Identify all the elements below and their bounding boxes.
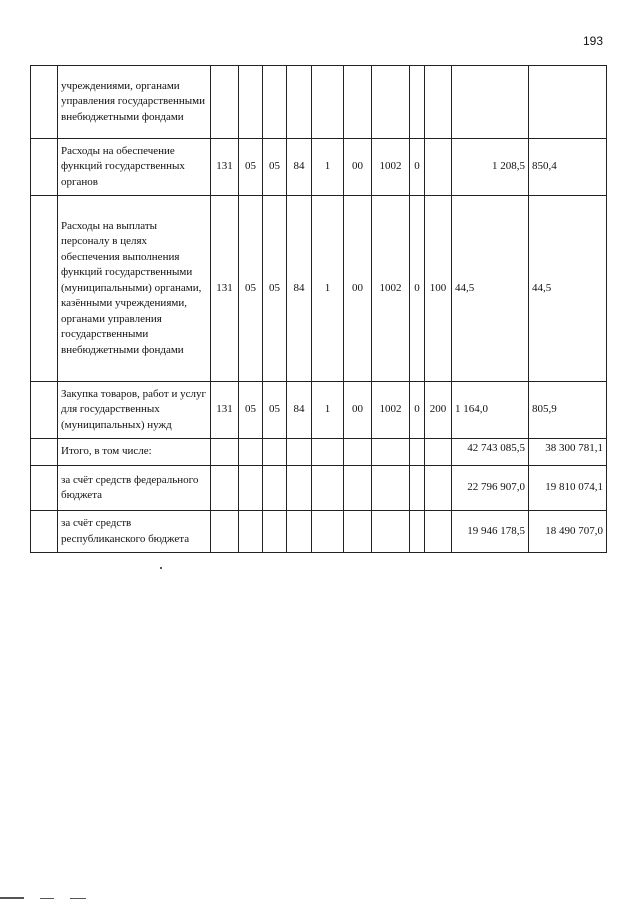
expense-name: Расходы на выплаты персоналу в целях обеспечения выполнения функций государственными (муниципальными) органами, казёнными учреждениями, органами управления государственными внебюджетными фондами bbox=[58, 196, 211, 382]
code-section: 05 bbox=[239, 139, 263, 196]
table-row bbox=[31, 196, 607, 382]
row-index-cell bbox=[31, 382, 58, 439]
table-row bbox=[31, 382, 607, 439]
row-index-cell bbox=[31, 66, 58, 139]
code-direction: 1002 bbox=[372, 196, 410, 382]
code-direction bbox=[372, 66, 410, 139]
code-program bbox=[287, 66, 312, 139]
code-section bbox=[239, 66, 263, 139]
code-ministry: 131 bbox=[211, 139, 239, 196]
table-row bbox=[31, 466, 607, 511]
code-program bbox=[287, 439, 312, 466]
code-subsection bbox=[263, 466, 287, 511]
code-subprogram: 1 bbox=[312, 196, 344, 382]
code-subsection bbox=[263, 66, 287, 139]
funding-source-label: за счёт средств федерального бюджета bbox=[58, 466, 211, 511]
code-expense-type bbox=[425, 439, 452, 466]
code-section: 05 bbox=[239, 196, 263, 382]
code-direction bbox=[372, 511, 410, 553]
code-ministry: 131 bbox=[211, 382, 239, 439]
expense-name: Расходы на обеспечение функций государственных органов bbox=[58, 139, 211, 196]
code-subsection bbox=[263, 439, 287, 466]
row-index-cell bbox=[31, 511, 58, 553]
code-extra bbox=[410, 466, 425, 511]
row-index-cell bbox=[31, 466, 58, 511]
amount-2: 44,5 bbox=[529, 196, 607, 382]
code-extra: 0 bbox=[410, 382, 425, 439]
code-direction: 1002 bbox=[372, 139, 410, 196]
code-main-event: 00 bbox=[344, 382, 372, 439]
code-main-event bbox=[344, 511, 372, 553]
expense-name: Закупка товаров, работ и услуг для государственных (муниципальных) нужд bbox=[58, 382, 211, 439]
code-subsection: 05 bbox=[263, 139, 287, 196]
scan-edge-mark bbox=[40, 898, 54, 899]
table-row bbox=[31, 66, 607, 139]
amount-2 bbox=[529, 66, 607, 139]
amount-1 bbox=[452, 66, 529, 139]
expense-name: учреждениями, органами управления государственными внебюджетными фондами bbox=[58, 66, 211, 139]
amount-2: 805,9 bbox=[529, 382, 607, 439]
code-subprogram: 1 bbox=[312, 382, 344, 439]
federal-amount-1: 22 796 907,0 bbox=[452, 466, 529, 511]
table-row bbox=[31, 511, 607, 553]
code-subsection: 05 bbox=[263, 196, 287, 382]
code-section: 05 bbox=[239, 382, 263, 439]
row-index-cell bbox=[31, 139, 58, 196]
code-subprogram: 1 bbox=[312, 139, 344, 196]
federal-amount-2: 19 810 074,1 bbox=[529, 466, 607, 511]
code-extra bbox=[410, 439, 425, 466]
amount-2: 850,4 bbox=[529, 139, 607, 196]
amount-1: 1 164,0 bbox=[452, 382, 529, 439]
republic-amount-2: 18 490 707,0 bbox=[529, 511, 607, 553]
code-main-event bbox=[344, 439, 372, 466]
code-subprogram bbox=[312, 66, 344, 139]
scan-dot bbox=[160, 567, 162, 569]
code-ministry bbox=[211, 439, 239, 466]
scan-edge-mark bbox=[70, 898, 86, 899]
total-amount-1: 42 743 085,5 bbox=[452, 439, 529, 466]
code-subsection bbox=[263, 511, 287, 553]
table-row bbox=[31, 439, 607, 466]
code-program bbox=[287, 466, 312, 511]
code-direction: 1002 bbox=[372, 382, 410, 439]
code-expense-type bbox=[425, 66, 452, 139]
page-number: 193 bbox=[583, 34, 604, 48]
code-direction bbox=[372, 466, 410, 511]
total-amount-2: 38 300 781,1 bbox=[529, 439, 607, 466]
code-main-event: 00 bbox=[344, 139, 372, 196]
code-program: 84 bbox=[287, 382, 312, 439]
code-extra bbox=[410, 66, 425, 139]
code-main-event: 00 bbox=[344, 196, 372, 382]
code-ministry bbox=[211, 66, 239, 139]
code-program bbox=[287, 511, 312, 553]
amount-1: 1 208,5 bbox=[452, 139, 529, 196]
code-direction bbox=[372, 439, 410, 466]
table-row bbox=[31, 139, 607, 196]
code-section bbox=[239, 511, 263, 553]
amount-1: 44,5 bbox=[452, 196, 529, 382]
code-expense-type: 100 bbox=[425, 196, 452, 382]
code-expense-type: 200 bbox=[425, 382, 452, 439]
code-ministry bbox=[211, 466, 239, 511]
code-program: 84 bbox=[287, 139, 312, 196]
budget-table bbox=[30, 65, 607, 553]
code-section bbox=[239, 439, 263, 466]
code-ministry: 131 bbox=[211, 196, 239, 382]
funding-source-label: за счёт средств республиканского бюджета bbox=[58, 511, 211, 553]
code-subsection: 05 bbox=[263, 382, 287, 439]
code-expense-type bbox=[425, 511, 452, 553]
code-extra: 0 bbox=[410, 196, 425, 382]
row-index-cell bbox=[31, 196, 58, 382]
code-main-event bbox=[344, 66, 372, 139]
code-section bbox=[239, 466, 263, 511]
code-expense-type bbox=[425, 139, 452, 196]
code-subprogram bbox=[312, 439, 344, 466]
total-label: Итого, в том числе: bbox=[58, 439, 211, 466]
code-program: 84 bbox=[287, 196, 312, 382]
code-ministry bbox=[211, 511, 239, 553]
code-extra: 0 bbox=[410, 139, 425, 196]
code-subprogram bbox=[312, 466, 344, 511]
row-index-cell bbox=[31, 439, 58, 466]
scan-edge-mark bbox=[0, 897, 24, 899]
code-main-event bbox=[344, 466, 372, 511]
republic-amount-1: 19 946 178,5 bbox=[452, 511, 529, 553]
code-subprogram bbox=[312, 511, 344, 553]
code-extra bbox=[410, 511, 425, 553]
code-expense-type bbox=[425, 466, 452, 511]
